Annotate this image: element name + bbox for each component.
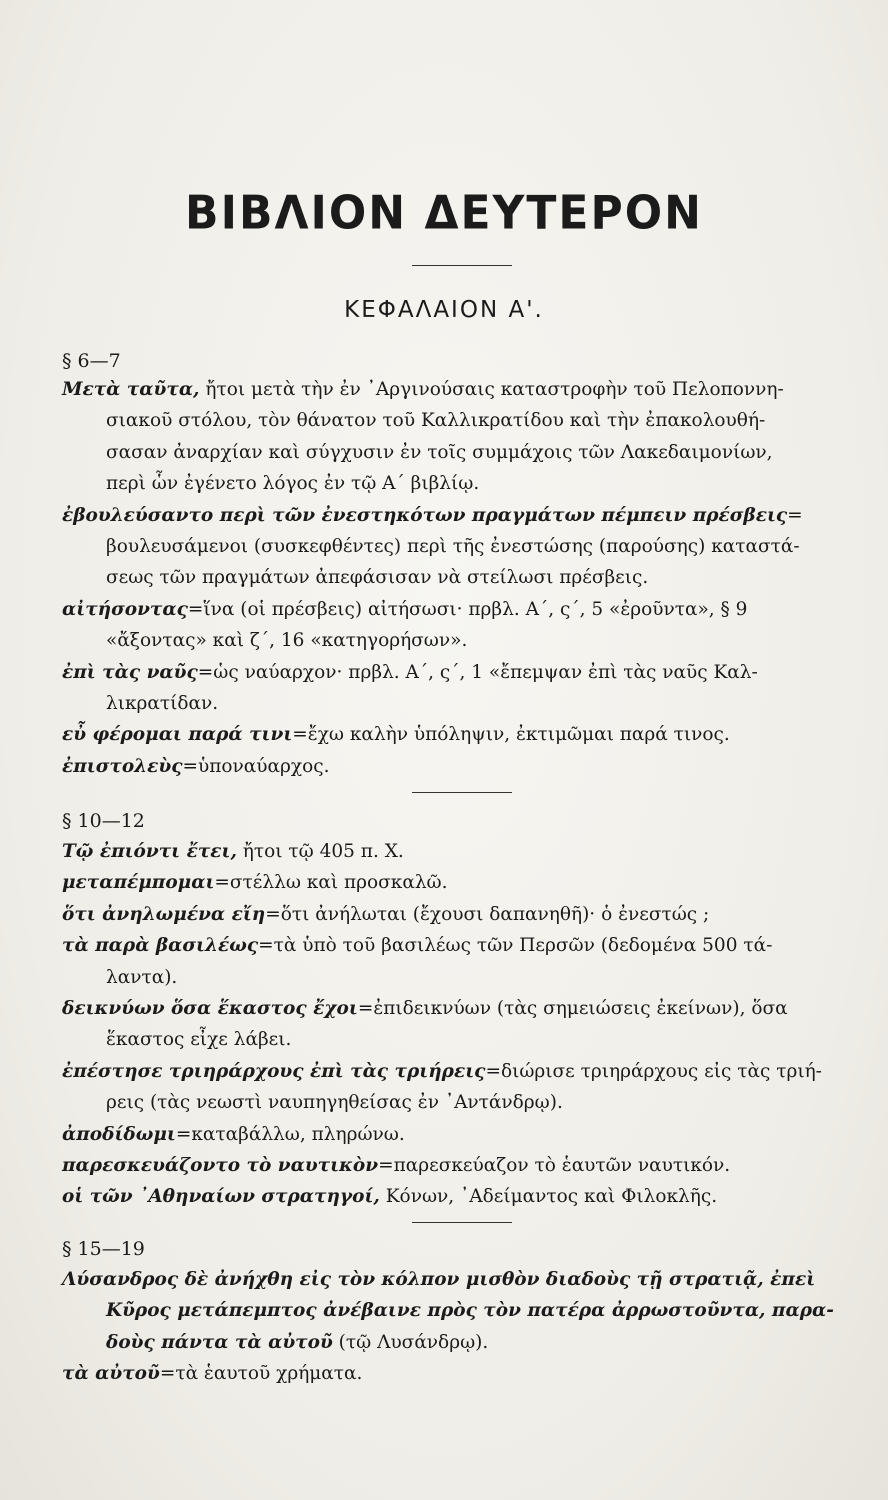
gloss-continuation: λικρατίδαν. <box>106 693 219 715</box>
gloss-continuation: ρεις (τὰς νεωστὶ ναυπηγηθείσας ἐν ᾿Αντάνδρῳ). <box>106 1092 563 1114</box>
gloss-entry <box>62 1181 852 1212</box>
gloss-continuation: σιακοῦ στόλου, τὸν θάνατον τοῦ Καλλικρατίδου καὶ τὴν ἐπακολουθή- <box>106 410 766 432</box>
gloss-entry <box>62 657 852 720</box>
gloss-lemma: ἐπιστολεὺς <box>62 755 183 777</box>
gloss-entry <box>62 751 852 782</box>
title-rule <box>412 265 512 266</box>
book-title: ΒΙΒΛΙΟΝ ΔΕΥΤΕΡΟΝ <box>185 186 703 241</box>
gloss-continuation: σασαν ἀναρχίαν καὶ σύγχυσιν ἐν τοῖς συμμάχοις τῶν Λακεδαιμονίων, <box>106 441 773 463</box>
gloss-text: (τῷ Λυσάνδρῳ). <box>332 1331 489 1353</box>
gloss-lemma: Μετὰ ταῦτα, <box>62 379 200 400</box>
gloss-entry <box>62 1119 852 1150</box>
gloss-text: ἤτοι μετὰ τὴν ἐν ᾿Αργινούσαις καταστροφὴν τοῦ Πελοποννη- <box>199 379 784 400</box>
section-entries <box>62 836 852 1213</box>
section-divider <box>412 1222 512 1223</box>
section-heading: § 10—12 <box>62 810 145 832</box>
gloss-text: =διώρισε τριηράρχους εἰς τὰς τριή- <box>485 1060 822 1082</box>
gloss-lemma: οἱ τῶν ᾿Αθηναίων στρατηγοί, <box>62 1186 380 1208</box>
section-heading: § 15—19 <box>62 1238 145 1260</box>
gloss-lemma: ἐπέστησε τριηράρχους ἐπὶ τὰς τριήρεις <box>62 1060 486 1082</box>
gloss-entry <box>62 836 852 867</box>
gloss-text: =καταβάλλω, πληρώνω. <box>175 1123 405 1145</box>
gloss-continuation: ἕκαστος εἶχε λάβει. <box>106 1029 292 1051</box>
gloss-continuation: «ἄξοντας» καὶ ζ΄, 16 «κατηγορήσων». <box>106 630 468 652</box>
gloss-text: =τὰ ἑαυτοῦ χρήματα. <box>159 1363 363 1385</box>
gloss-continuation: βουλευσάμενοι (συσκεφθέντες) περὶ τῆς ἐνεστώσης (παρούσης) καταστά- <box>106 536 800 558</box>
gloss-continuation: σεως τῶν πραγμάτων ἀπεφάσισαν νὰ στείλωσι πρέσβεις. <box>106 567 649 589</box>
gloss-lemma: δεικνύων ὅσα ἕκαστος ἔχοι <box>62 998 358 1020</box>
gloss-entry <box>62 1264 852 1358</box>
gloss-entry <box>62 594 852 657</box>
gloss-text: =ὑποναύαρχος. <box>182 755 330 777</box>
gloss-text: =ὅτι ἀνήλωται (ἔχουσι δαπανηθῆ)· ὁ ἐνεστώς ; <box>265 903 710 925</box>
gloss-continuation <box>62 1327 852 1358</box>
gloss-entry <box>62 500 852 594</box>
section-divider <box>412 792 512 793</box>
gloss-entry <box>62 930 852 993</box>
gloss-lemma: ὅτι ἀνηλωμένα εἴη <box>62 903 266 925</box>
gloss-lemma: ἐβουλεύσαντο περὶ τῶν ἐνεστηκότων πραγμάτων πέμπειν πρέσβεις <box>62 504 788 526</box>
gloss-entry <box>62 993 852 1056</box>
section-entries <box>62 374 852 782</box>
gloss-text: =ἔχω καλὴν ὑπόληψιν, ἐκτιμῶμαι παρά τινος. <box>292 724 730 746</box>
gloss-lemma: αἰτήσοντας <box>62 598 188 620</box>
section-heading: § 6—7 <box>62 350 121 372</box>
gloss-entry <box>62 867 852 898</box>
gloss-entry <box>62 1056 852 1119</box>
gloss-lemma: τὰ παρὰ βασιλέως <box>62 935 259 957</box>
gloss-entry <box>62 1150 852 1181</box>
gloss-lemma: Λύσανδρος δὲ ἀνήχθη εἰς τὸν κόλπον μισθὸν διαδοὺς τῇ στρατιᾷ, ἐπεὶ <box>62 1269 816 1290</box>
gloss-lemma: τὰ αὐτοῦ <box>62 1363 160 1385</box>
gloss-entry <box>62 899 852 930</box>
gloss-continuation: λαντα). <box>106 966 178 988</box>
gloss-text: Κόνων, ᾿Αδείμαντος καὶ Φιλοκλῆς. <box>379 1186 718 1208</box>
gloss-text: =ἐπιδεικνύων (τὰς σημειώσεις ἐκείνων), ὅσα <box>357 998 788 1020</box>
gloss-text: =ὡς ναύαρχον· πρβλ. Α΄, ς΄, 1 «ἔπεμψαν ἐπὶ τὰς ναῦς Καλ- <box>197 661 758 683</box>
section-entries <box>62 1264 852 1390</box>
gloss-lemma: δοὺς πάντα τὰ αὐτοῦ <box>106 1331 333 1353</box>
gloss-entry <box>62 374 852 500</box>
gloss-text: =ἵνα (οἱ πρέσβεις) αἰτήσωσι· πρβλ. Α΄, ς΄, 5 «ἐροῦντα», § 9 <box>187 598 748 620</box>
gloss-text: =παρεσκεύαζον τὸ ἑαυτῶν ναυτικόν. <box>378 1155 731 1177</box>
gloss-text: =τὰ ὑπὸ τοῦ βασιλέως τῶν Περσῶν (δεδομένα 500 τά- <box>258 935 773 957</box>
gloss-text: ἤτοι τῷ 405 π. Χ. <box>236 841 404 862</box>
gloss-continuation: Κῦρος μετάπεμπτος ἀνέβαινε πρὸς τὸν πατέρα ἀρρωστοῦντα, παρα- <box>106 1300 834 1322</box>
gloss-lemma: ἀποδίδωμι <box>62 1123 176 1145</box>
gloss-lemma: Τῷ ἐπιόντι ἔτει, <box>62 841 237 862</box>
gloss-entry <box>62 1358 852 1389</box>
gloss-lemma: μεταπέμπομαι <box>62 872 215 894</box>
chapter-title: ΚΕΦΑΛΑΙΟΝ Α'. <box>344 297 544 323</box>
gloss-lemma: παρεσκευάζοντο τὸ ναυτικὸν <box>62 1155 379 1177</box>
gloss-entry <box>62 719 852 750</box>
gloss-continuation: περὶ ὧν ἐγένετο λόγος ἐν τῷ Α΄ βιβλίῳ. <box>106 473 480 495</box>
gloss-lemma: ἐπὶ τὰς ναῦς <box>62 661 198 683</box>
gloss-text: = <box>787 504 803 526</box>
gloss-lemma: εὖ φέρομαι παρά τινι <box>62 724 293 746</box>
gloss-text: =στέλλω καὶ προσκαλῶ. <box>214 872 448 894</box>
